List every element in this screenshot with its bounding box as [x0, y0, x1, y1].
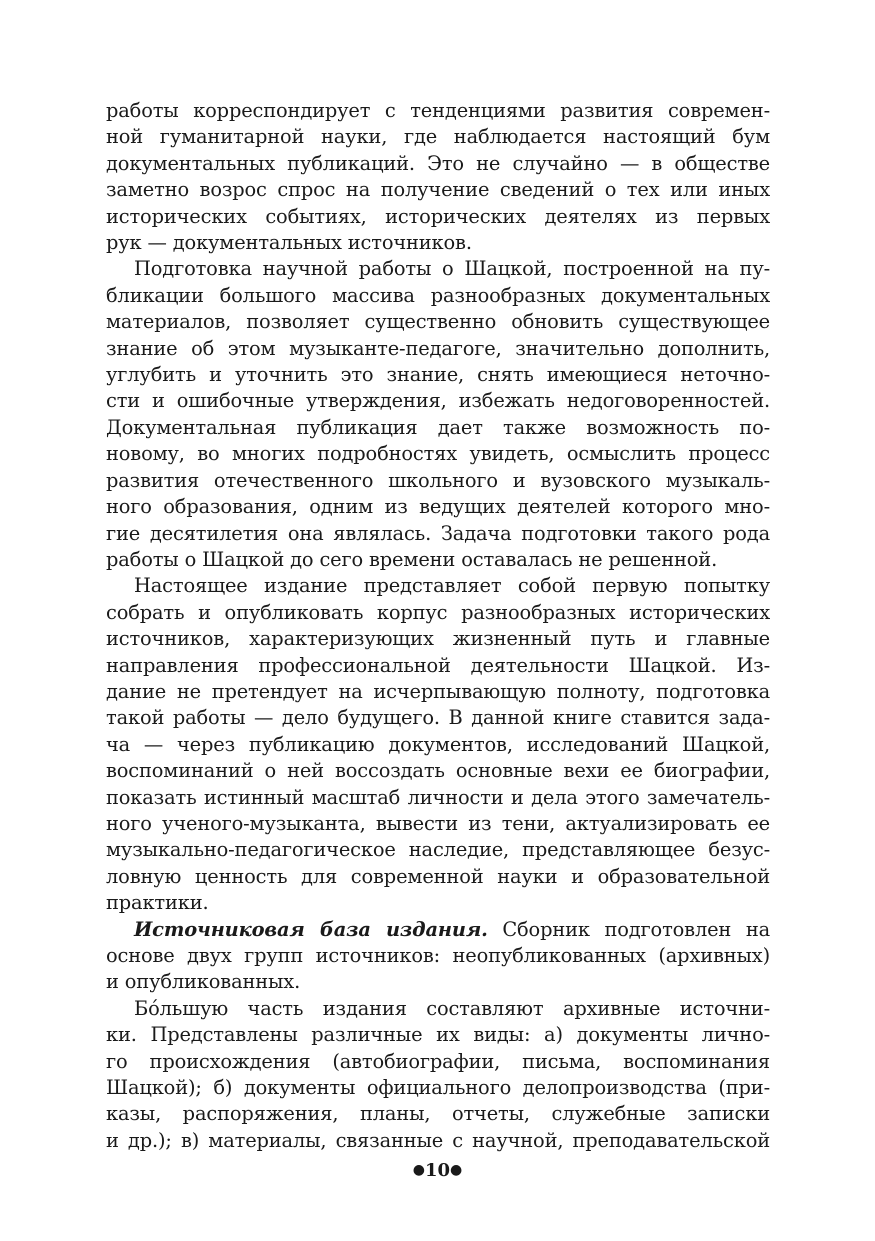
text-line: исторических событиях, исторических деятелях из первых [106, 204, 770, 228]
text-line: ной гуманитарной науки, где наблюдается настоящий бум [106, 125, 770, 149]
paragraph-4 [106, 917, 770, 996]
text-line: музыкально-педагогическое наследие, представляющее безус- [106, 838, 770, 862]
text-line: практики. [106, 891, 209, 915]
text-line: гие десятилетия она являлась. Задача подготовки такого рода [106, 521, 770, 545]
paragraph-3 [106, 573, 770, 916]
text-line: Бóльшую часть издания составляют архивные источни- [134, 996, 770, 1020]
text-line-rest: Сборник подготовлен на [502, 917, 771, 941]
paragraph-1 [106, 98, 770, 256]
text-line: ки. Представлены различные их виды: а) документы лично- [106, 1023, 770, 1047]
text-line: Настоящее издание представляет собой первую попытку [134, 574, 770, 598]
text-line: заметно возрос спрос на получение сведений о тех или иных [106, 178, 770, 202]
text-line: ловную ценность для современной науки и образовательной [106, 864, 770, 888]
text-line: воспоминаний о ней воссоздать основные вехи ее биографии, [106, 759, 770, 783]
text-line: ного образования, одним из ведущих деятелей которого мно- [106, 495, 770, 519]
text-line: основе двух групп источников: неопубликованных (архивных) [106, 944, 770, 967]
text-line: углубить и уточнить это знание, снять имеющиеся неточно- [106, 363, 770, 387]
text-line: знание об этом музыканте-педагоге, значительно дополнить, [106, 336, 770, 360]
text-line: работы о Шацкой до сего времени оставалась не решенной. [106, 547, 718, 571]
bullet-icon: ● [450, 1162, 463, 1178]
paragraph-2 [106, 256, 770, 573]
page-body [106, 98, 770, 1154]
text-line: и опубликованных. [106, 970, 301, 994]
text-line: развития отечественного школьного и вузовского музыкаль- [106, 468, 770, 492]
text-line: го происхождения (автобиографии, письма, воспоминания [106, 1049, 770, 1073]
section-heading: Источниковая база издания. [134, 917, 488, 941]
text-line: новому, во многих подробностях увидеть, осмыслить процесс [106, 442, 770, 466]
text-line: дание не претендует на исчерпывающую полноту, подготовка [106, 679, 770, 703]
text-line: ного ученого-музыканта, вывести из тени, актуализировать ее [106, 811, 770, 835]
text-line: ча — через публикацию документов, исследований Шацкой, [106, 732, 770, 756]
text-line: и др.); в) материалы, связанные с научной, преподавательской [106, 1128, 770, 1152]
text-line: Шацкой); б) документы официального делопроизводства (при- [106, 1076, 770, 1100]
text-line: такой работы — дело будущего. В данной книге ставится зада- [106, 706, 770, 730]
page-number [0, 1160, 875, 1181]
text-line [106, 917, 770, 943]
text-line: рук — документальных источников. [106, 231, 472, 255]
text-line: бликации большого массива разнообразных документальных [106, 283, 770, 307]
bullet-icon: ● [412, 1162, 425, 1178]
text-line: работы корреспондирует с тенденциями развития современ- [106, 99, 770, 122]
text-line: направления профессиональной деятельности Шацкой. Из- [106, 653, 770, 677]
text-line: Документальная публикация дает также возможность по- [106, 415, 770, 439]
paragraph-5 [106, 996, 770, 1154]
text-line: документальных публикаций. Это не случайно — в обществе [106, 151, 770, 175]
text-line: материалов, позволяет существенно обновить существующее [106, 310, 770, 334]
text-line: сти и ошибочные утверждения, избежать недоговоренностей. [106, 389, 770, 413]
text-line: источников, характеризующих жизненный путь и главные [106, 627, 770, 651]
text-line: Подготовка научной работы о Шацкой, построенной на пу- [134, 257, 770, 281]
text-line: собрать и опубликовать корпус разнообразных исторических [106, 600, 770, 624]
page-number-value: 10 [424, 1160, 451, 1181]
text-line: показать истинный масштаб личности и дела этого замечатель- [106, 785, 770, 809]
text-line: казы, распоряжения, планы, отчеты, служебные записки [106, 1102, 770, 1126]
